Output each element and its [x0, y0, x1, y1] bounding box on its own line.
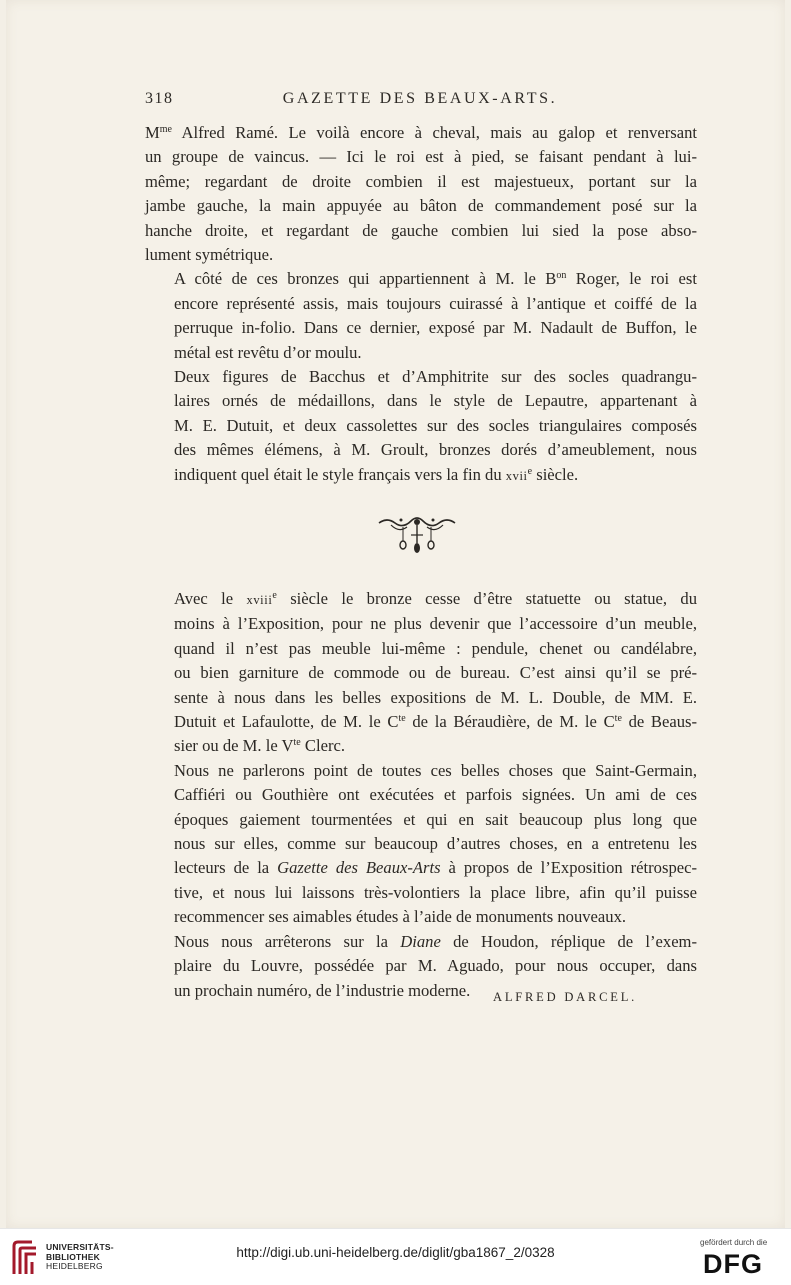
- century-numeral: xviii: [246, 593, 273, 607]
- text-run: même; regardant de droite combien il est majestueux, portant sur la: [145, 171, 697, 191]
- text-run: tive, et nous lui laissons très-volontiers la place libre, afin qu’il puisse: [174, 882, 697, 902]
- superscript: te: [614, 713, 622, 725]
- text-line: [145, 414, 697, 438]
- text-line: [145, 832, 697, 856]
- text-run: jambe gauche, la main appuyée au bâton de commandement posé sur la: [145, 196, 697, 216]
- text-line: [145, 808, 697, 832]
- text-run: Dutuit et Lafaulotte, de M. le C: [174, 712, 399, 732]
- superscript: me: [159, 124, 172, 135]
- text-run: Deux figures de Bacchus et d’Amphitrite sur des socles quadrangu-: [174, 367, 697, 387]
- text-run: perruque in-folio. Dans ce dernier, exposé par M. Nadault de Buffon, le: [174, 318, 697, 338]
- funding-note: gefördert durch die: [700, 1238, 768, 1247]
- text-run: lument symétrique.: [145, 245, 274, 265]
- paragraph-4: [145, 587, 697, 759]
- superscript: e: [272, 590, 277, 601]
- text-run: de Beaus-: [621, 712, 698, 732]
- paragraph-5: [145, 759, 697, 930]
- viewer-footer: [0, 1228, 791, 1285]
- text-run: Clerc.: [300, 736, 345, 756]
- library-name: UNIVERSITÄTS- BIBLIOTHEK HEIDELBERG: [46, 1242, 114, 1271]
- text-run: siècle.: [532, 464, 579, 484]
- text-line: [145, 267, 697, 291]
- text-line: [145, 930, 697, 954]
- text-line: [145, 463, 697, 488]
- text-run: Avec le: [174, 589, 247, 608]
- text-line: [145, 661, 697, 685]
- text-line: [145, 389, 697, 413]
- text-line: [145, 905, 697, 929]
- text-run: époques gaiement tourmentées et qui en sait beaucoup plus long que: [174, 809, 697, 829]
- paragraph-1: [145, 121, 697, 267]
- decorative-ornament-icon: [377, 513, 457, 559]
- text-line: [145, 734, 697, 758]
- text-run: un prochain numéro, de l’industrie moderne.: [174, 980, 471, 1000]
- text-run: Caffiéri ou Gouthière ont exécutées et parfois signées. Un ami de ces: [174, 785, 697, 805]
- text-line: [145, 292, 697, 316]
- text-line: [145, 194, 697, 218]
- text-run: encore représenté assis, mais toujours cuirassé à l’antique et coiffé de la: [174, 293, 697, 313]
- permalink-url[interactable]: http://digi.ub.uni-heidelberg.de/diglit/gba1867_2/0328: [236, 1245, 555, 1260]
- text-line: [145, 856, 697, 880]
- text-run: ou bien garniture de commode ou de bureau. C’est ainsi qu’il se pré-: [174, 663, 697, 683]
- text-run: laires ornés de médaillons, dans le style de Lepautre, appartenant à: [174, 391, 697, 411]
- text-run: sente à nous dans les belles expositions de M. L. Double, de MM. E.: [174, 687, 697, 707]
- superscript: e: [527, 465, 533, 477]
- text-run: M: [145, 123, 160, 142]
- text-run: quand il n’est pas meuble lui-même : pendule, chenet ou candélabre,: [174, 638, 697, 658]
- author-signature: ALFRED DARCEL.: [493, 990, 638, 1004]
- text-line: [145, 587, 697, 612]
- text-line: [145, 219, 697, 243]
- journal-title: GAZETTE DES BEAUX-ARTS.: [282, 90, 558, 107]
- italic-title: Diane: [400, 931, 441, 951]
- text-run: Nous ne parlerons point de toutes ces belles choses que Saint-Germain,: [174, 760, 697, 780]
- text-line: [145, 316, 697, 340]
- text-line: [145, 759, 697, 783]
- text-run: recommencer ses aimables études à l’aide de monuments nouveaux.: [174, 907, 627, 927]
- text-line: [145, 783, 697, 807]
- paragraph-3: [145, 365, 697, 488]
- running-head: [145, 90, 695, 112]
- text-line: [145, 686, 697, 710]
- text-line: [145, 243, 697, 267]
- text-run: moins à l’Exposition, pour ne plus devenir que l’accessoire d’un meuble,: [174, 614, 697, 634]
- text-run: indiquent quel était le style français vers la fin du: [174, 464, 506, 484]
- text-run: lecteurs de la: [174, 858, 278, 878]
- text-line: [145, 121, 697, 145]
- text-line: [145, 612, 697, 636]
- text-line: [145, 341, 697, 365]
- paragraph-2: [145, 267, 697, 365]
- text-run: de Houdon, réplique de l’exem-: [440, 931, 697, 951]
- text-run: nous sur elles, comme sur beaucoup d’autres choses, en a entretenu les: [174, 834, 697, 854]
- text-run: à propos de l’Exposition rétrospec-: [440, 858, 697, 878]
- text-run: plaire du Louvre, possédée par M. Aguado, pour nous occuper, dans: [174, 956, 697, 976]
- text-run: siècle le bronze cesse d’être statuette ou statue, du: [276, 589, 697, 608]
- text-line: [145, 954, 697, 978]
- superscript: on: [556, 270, 567, 282]
- dfg-logo: DFG: [703, 1249, 763, 1279]
- italic-title: Gazette des Beaux-Arts: [277, 858, 441, 878]
- text-line: [145, 365, 697, 389]
- article-text-top: [145, 121, 697, 488]
- text-run: de la Béraudière, de M. le C: [405, 712, 615, 732]
- century-numeral: xvii: [505, 468, 528, 483]
- text-run: des mêmes élémens, à M. Groult, bronzes dorés d’ameublement, nous: [174, 440, 697, 460]
- text-run: M. E. Dutuit, et deux cassolettes sur des socles triangulaires composés: [174, 415, 697, 435]
- text-run: Alfred Ramé. Le voilà encore à cheval, mais au galop et renversant: [171, 123, 697, 142]
- text-line: [145, 145, 697, 169]
- superscript: te: [398, 713, 406, 725]
- text-run: un groupe de vaincus. — Ici le roi est à pied, se faisant pendant à lui-: [145, 147, 697, 167]
- text-run: métal est revêtu d’or moulu.: [174, 342, 362, 362]
- text-run: Nous nous arrêterons sur la: [174, 931, 401, 951]
- text-line: [145, 438, 697, 462]
- text-run: A côté de ces bronzes qui appartiennent à M. le B: [174, 269, 557, 289]
- text-line: [145, 710, 697, 734]
- text-run: Roger, le roi est: [566, 269, 697, 289]
- text-line: [145, 881, 697, 905]
- text-line: [145, 170, 697, 194]
- text-line: [145, 637, 697, 661]
- text-run: sier ou de M. le V: [174, 736, 294, 756]
- page-number: 318: [145, 90, 174, 107]
- text-run: hanche droite, et regardant de gauche combien lui sied la pose abso-: [145, 220, 697, 240]
- superscript: te: [293, 737, 301, 749]
- article-text-bottom: [145, 587, 697, 1003]
